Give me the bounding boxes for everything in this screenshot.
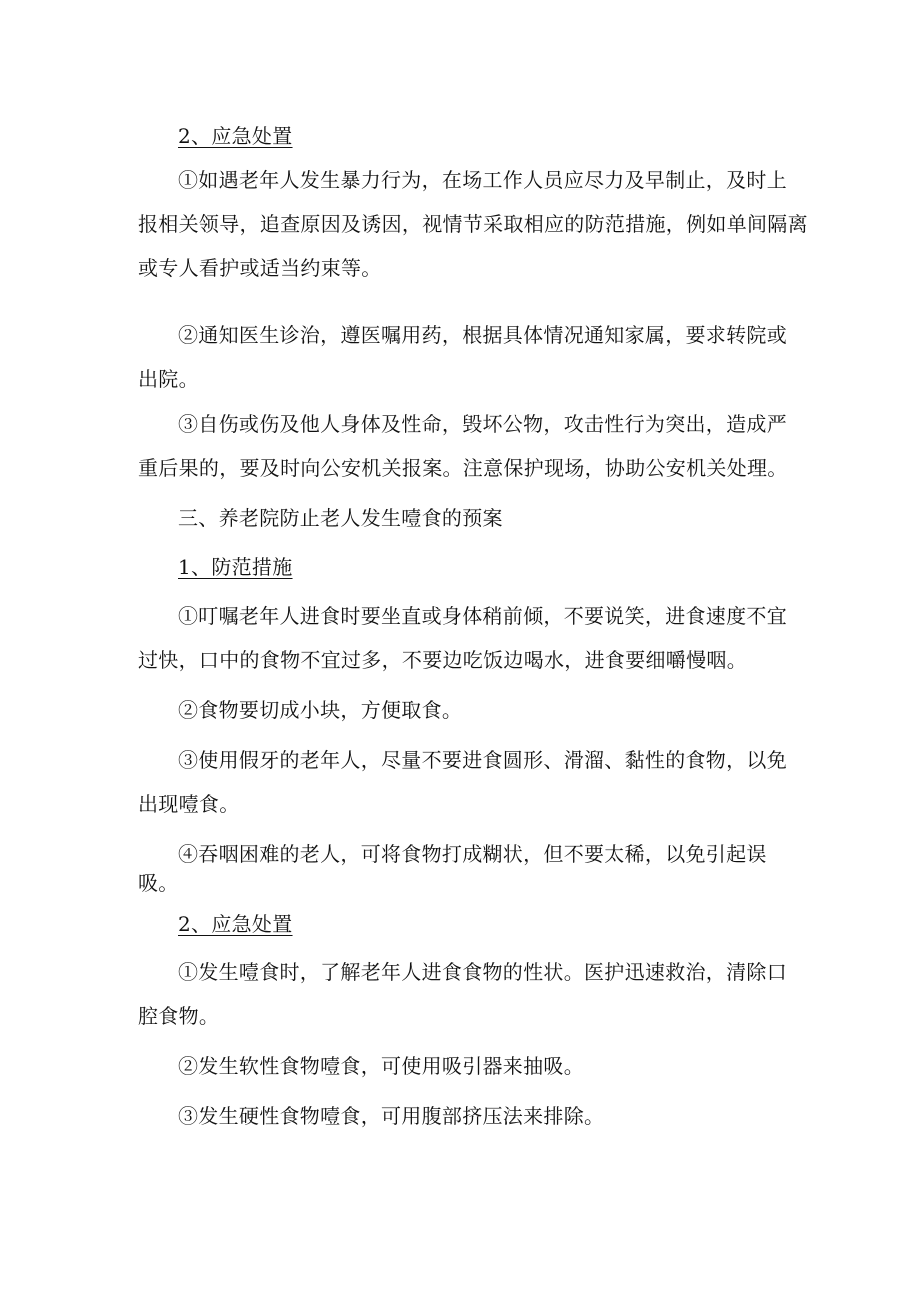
paragraph-line: 或专人看护或适当约束等。 (138, 256, 382, 280)
paragraph-line: ①叮嘱老年人进食时要坐直或身体稍前倾，不要说笑，进食速度不宜 (178, 604, 787, 628)
paragraph-line: ②食物要切成小块，方便取食。 (178, 698, 463, 722)
paragraph-line: ③自伤或伤及他人身体及性命，毁坏公物，攻击性行为突出，造成严 (178, 412, 787, 436)
paragraph-line: 报相关领导，追查原因及诱因，视情节采取相应的防范措施，例如单间隔离 (138, 212, 808, 236)
heading-text: 1、防范措施 (178, 555, 293, 579)
paragraph-line: ①如遇老年人发生暴力行为，在场工作人员应尽力及早制止，及时上 (178, 168, 787, 192)
section-heading-emergency (138, 114, 788, 158)
paragraph-violence-2 (138, 313, 788, 401)
heading-text: 2、应急处置 (178, 912, 293, 936)
section-heading-prevention (138, 545, 788, 589)
paragraph-prevent-2 (138, 688, 788, 732)
heading-text: 2、应急处置 (178, 124, 293, 148)
section-title-choking-plan (138, 496, 788, 540)
paragraph-line: ②发生软性食物噎食，可使用吸引器来抽吸。 (178, 1054, 584, 1078)
paragraph-line: 过快，口中的食物不宜过多，不要边吃饭边喝水，进食要细嚼慢咽。 (138, 648, 747, 672)
paragraph-line: ②通知医生诊治，遵医嘱用药，根据具体情况通知家属，要求转院或 (178, 323, 787, 347)
paragraph-choke-3 (138, 1094, 788, 1138)
paragraph-prevent-3 (138, 738, 788, 826)
paragraph-prevent-4 (138, 832, 788, 900)
paragraph-line: ④吞咽困难的老人，可将食物打成糊状，但不要太稀，以免引起误 (178, 842, 767, 866)
paragraph-choke-1 (138, 950, 788, 1038)
paragraph-line: 腔食物。 (138, 1004, 220, 1028)
section-title-text: 三、养老院防止老人发生噎食的预案 (178, 506, 503, 530)
paragraph-line: 重后果的，要及时向公安机关报案。注意保护现场，协助公安机关处理。 (138, 456, 788, 480)
paragraph-line: ③使用假牙的老年人，尽量不要进食圆形、滑溜、黏性的食物，以免 (178, 748, 787, 772)
paragraph-violence-3 (138, 402, 788, 490)
paragraph-line: ③发生硬性食物噎食，可用腹部挤压法来排除。 (178, 1104, 605, 1128)
paragraph-line: 吸。 (138, 871, 179, 895)
paragraph-line: 出院。 (138, 367, 199, 391)
paragraph-line: ①发生噎食时，了解老年人进食食物的性状。医护迅速救治，清除口 (178, 960, 787, 984)
paragraph-line: 出现噎食。 (138, 792, 240, 816)
paragraph-choke-2 (138, 1044, 788, 1088)
paragraph-violence-1 (138, 158, 808, 290)
paragraph-prevent-1 (138, 594, 788, 682)
section-heading-emergency-2 (138, 902, 788, 946)
